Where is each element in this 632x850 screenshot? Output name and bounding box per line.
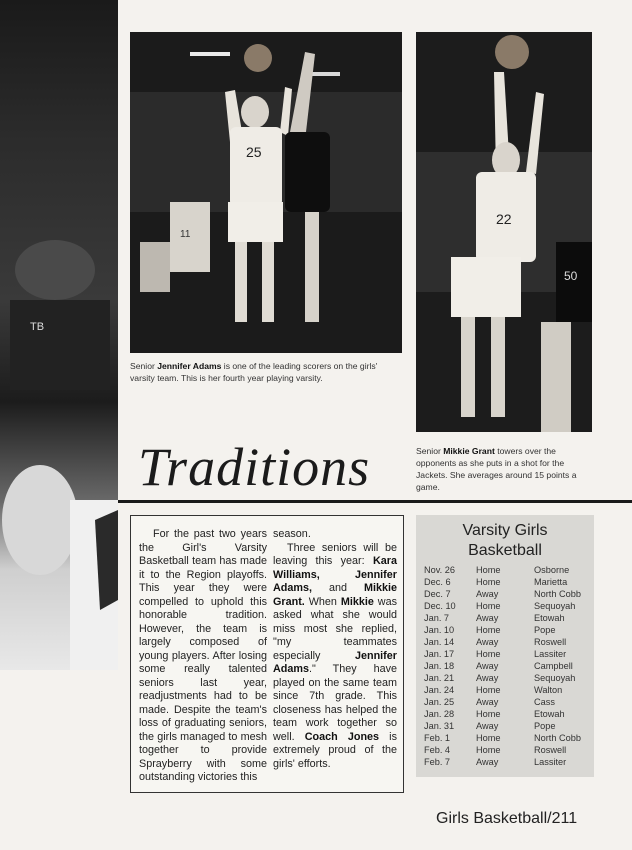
story-names-1: Kara Williams, Jennifer Adams, (273, 555, 397, 594)
schedule-site: Away (476, 673, 499, 683)
schedule-date: Jan. 25 (424, 697, 455, 707)
story-names-3: Mikkie (340, 595, 374, 608)
schedule-site: Home (476, 625, 501, 635)
photo-jennifer-adams (130, 32, 402, 353)
schedule-site: Home (476, 601, 501, 611)
schedule-box (416, 515, 594, 777)
schedule-opponent: Lassiter (534, 757, 567, 767)
schedule-opponent: Etowah (534, 709, 565, 719)
story-column-2 (273, 528, 397, 771)
schedule-opponent: Sequoyah (534, 601, 576, 611)
schedule-site: Away (476, 589, 499, 599)
caption-photo-2 (416, 445, 596, 493)
schedule-row (416, 757, 594, 769)
schedule-opponent: Roswell (534, 637, 567, 647)
story-text-e: ." They have played on the same team since 7th grade. This closeness has helped the team work together so well. (273, 663, 397, 743)
schedule-site: Home (476, 565, 501, 575)
schedule-row (416, 589, 594, 601)
photo-mikkie-grant-art (416, 32, 592, 432)
schedule-title (416, 521, 594, 561)
page-title: Traditions (138, 437, 371, 497)
schedule-opponent: North Cobb (534, 589, 581, 599)
schedule-site: Away (476, 637, 499, 647)
schedule-opponent: Lassiter (534, 649, 567, 659)
page-folio: Girls Basketball/211 (436, 810, 578, 827)
schedule-opponent: Sequoyah (534, 673, 576, 683)
schedule-row (416, 709, 594, 721)
schedule-site: Home (476, 685, 501, 695)
schedule-row (416, 733, 594, 745)
schedule-row (416, 685, 594, 697)
schedule-row (416, 721, 594, 733)
schedule-row (416, 745, 594, 757)
schedule-opponent: Pope (534, 721, 556, 731)
schedule-row (416, 625, 594, 637)
side-photo (0, 0, 118, 670)
schedule-opponent: Cass (534, 697, 555, 707)
schedule-title-line-1: Varsity Girls (462, 522, 548, 539)
schedule-date: Jan. 31 (424, 721, 455, 731)
svg-text:TB: TB (30, 321, 45, 333)
caption-1-prefix: Senior (130, 361, 158, 371)
schedule-site: Away (476, 661, 499, 671)
schedule-date: Jan. 21 (424, 673, 455, 683)
schedule-site: Away (476, 697, 499, 707)
schedule-site: Home (476, 733, 501, 743)
jersey-number-11: 11 (180, 229, 191, 240)
schedule-row (416, 601, 594, 613)
caption-2-name: Mikkie Grant (443, 446, 495, 456)
schedule-date: Nov. 26 (424, 565, 455, 575)
story-col2-season: season. (273, 528, 311, 540)
schedule-site: Away (476, 757, 499, 767)
caption-1-text: is one of the leading scorers on the girls' varsity team. This is her fourth year playing varsity. (130, 361, 378, 383)
caption-photo-1 (130, 360, 402, 384)
story-names-4: Jennifer Adams (273, 649, 397, 675)
schedule-opponent: North Cobb (534, 733, 581, 743)
caption-2-prefix: Senior (416, 446, 444, 456)
schedule-row (416, 613, 594, 625)
schedule-opponent: Etowah (534, 613, 565, 623)
schedule-date: Feb. 1 (424, 733, 451, 743)
schedule-date: Feb. 7 (424, 757, 451, 767)
schedule-row (416, 697, 594, 709)
schedule-list (416, 565, 594, 775)
jersey-number-25: 25 (246, 144, 262, 160)
schedule-opponent: Roswell (534, 745, 567, 755)
schedule-date: Dec. 6 (424, 577, 451, 587)
story-text-b: Three seniors will be leaving this year: (273, 541, 397, 567)
schedule-row (416, 637, 594, 649)
schedule-row (416, 577, 594, 589)
schedule-site: Home (476, 745, 501, 755)
schedule-opponent: Marietta (534, 577, 568, 587)
caption-2-text: towers over the opponents as she puts in a shot for the Jackets. She averages around 15 points a game. (416, 446, 577, 492)
schedule-row (416, 661, 594, 673)
schedule-date: Jan. 14 (424, 637, 455, 647)
schedule-opponent: Osborne (534, 565, 570, 575)
schedule-date: Jan. 7 (424, 613, 450, 623)
schedule-opponent: Walton (534, 685, 563, 695)
schedule-row (416, 649, 594, 661)
schedule-title-line-2: Basketball (468, 542, 542, 559)
jersey-number-22: 22 (496, 211, 512, 227)
story-text-d: was asked what she would miss most she replied, "my teammates especially (273, 595, 397, 662)
schedule-date: Jan. 28 (424, 709, 455, 719)
photo-mikkie-grant (416, 32, 592, 432)
schedule-date: Jan. 17 (424, 649, 455, 659)
story-names-2: Mikkie Grant. (273, 582, 397, 608)
side-photo-art (0, 0, 118, 670)
schedule-row (416, 565, 594, 577)
story-text-and: and (312, 582, 364, 594)
schedule-site: Home (476, 577, 501, 587)
story-text-f: is extremely proud of the girls' efforts. (273, 730, 397, 770)
schedule-opponent: Campbell (534, 661, 573, 671)
photo-jennifer-adams-art (130, 32, 402, 353)
schedule-date: Feb. 4 (424, 745, 451, 755)
schedule-row (416, 673, 594, 685)
schedule-date: Dec. 10 (424, 601, 456, 611)
story-col2-body (273, 542, 397, 772)
schedule-site: Home (476, 649, 501, 659)
schedule-opponent: Pope (534, 625, 556, 635)
schedule-date: Dec. 7 (424, 589, 451, 599)
schedule-date: Jan. 10 (424, 625, 455, 635)
schedule-site: Away (476, 613, 499, 623)
story-text-c: When (304, 595, 341, 608)
schedule-date: Jan. 18 (424, 661, 455, 671)
story-box (130, 515, 404, 793)
schedule-site: Away (476, 721, 499, 731)
schedule-site: Home (476, 709, 501, 719)
story-names-5: Coach Jones (304, 730, 380, 743)
divider-rule (118, 500, 632, 503)
jersey-number-50: 50 (564, 269, 578, 283)
schedule-date: Jan. 24 (424, 685, 455, 695)
story-column-1: For the past two years the Girl's Varsity Basketball team has made it to the Region playoffs. This year they were compelled to uphold this honorable tradition. However, the team is largely composed of young players. After losing some really talented seniors last year, readjustments had to be made. Despite the team's loss of graduating seniors, the girls managed to mesh together to provide Sprayberry with some outstanding victories this (139, 528, 267, 783)
caption-1-name: Jennifer Adams (157, 361, 222, 371)
